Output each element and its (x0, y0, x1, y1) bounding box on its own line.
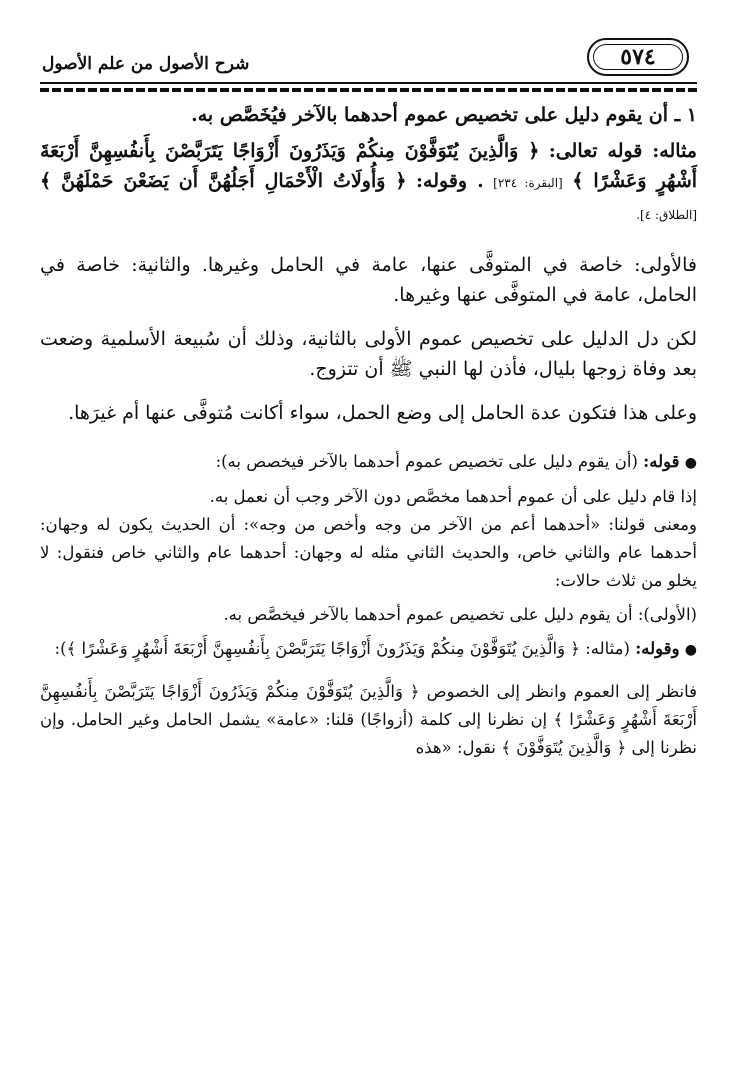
book-title: شرح الأصول من علم الأصول (42, 54, 250, 74)
paragraph-9: (الأولى): أن يقوم دليل على تخصيص عموم أحدهما بالآخر فيخصَّص به. (223, 605, 697, 624)
header-divider (40, 82, 697, 94)
paragraph-3: فالأولى: خاصة في المتوفَّى عنها، عامة في الحامل وغيرها. والثانية: خاصة في الحامل، عامة في المتوفَّى عنها وغيرها. (40, 254, 697, 306)
example-lead: مثاله: قوله تعالى: (548, 140, 697, 162)
paragraph-11: فانظر إلى العموم وانظر إلى الخصوص ﴿ وَالَّذِينَ يُتَوَفَّوْنَ مِنكُمْ وَيَذَرُونَ أَزْوَاجًا يَتَرَبَّصْنَ بِأَنفُسِهِنَّ أَرْبَعَةَ أَشْهُرٍ وَعَشْرًا ﴾ إن نظرنا إلى كلمة (أزواجًا) قلنا: «عامة» يشمل الحامل وغير الحامل. وإن نظرنا إلى ﴿ وَالَّذِينَ يُتَوَفَّوْنَ ﴾ نقول: «هذه (40, 682, 697, 757)
paragraph-4: لكن دل الدليل على تخصيص عموم الأولى بالثانية، وذلك أن سُبيعة الأسلمية وضعت بعد وفاة زوجها بليال، فأذن لها النبي ﷺ أن تتزوج. (40, 328, 697, 380)
bullet-icon: ● (684, 642, 697, 658)
verse-reference-1: [البقرة: ٢٣٤] (493, 176, 563, 190)
quran-verse-1: ﴿ وَالَّذِينَ يُتَوَفَّوْنَ مِنكُمْ وَيَذَرُونَ أَزْوَاجًا يَتَرَبَّصْنَ بِأَنفُسِهِنَّ أَرْبَعَةَ أَشْهُرٍ وَعَشْرًا ﴾ (40, 140, 698, 192)
paragraph-7: إذا قام دليل على أن عموم أحدهما مخصَّص دون الآخر وجب أن نعمل به. (209, 487, 697, 506)
commentary-label: قوله: (643, 452, 680, 471)
quran-verse-2: ﴿ وَأُولَاتُ الْأَحْمَالِ أَجَلُهُنَّ أَن يَضَعْنَ حَمْلَهُنَّ ﴾ (40, 170, 407, 192)
commentary-quote: (أن يقوم دليل على تخصيص عموم أحدهما بالآخر فيخصص به): (215, 452, 638, 471)
bullet-icon: ● (684, 455, 697, 471)
commentary-label: وقوله: (635, 639, 680, 658)
paragraph-2 (40, 136, 697, 230)
verse-reference-2: [الطلاق: ٤]. (636, 208, 697, 222)
page-content (40, 100, 697, 762)
paragraph-8: ومعنى قولنا: «أحدهما أعم من الآخر من وجه وأخص من وجه»: أن الحديث يكون له وجهان: أحدهما عام والثاني خاص، والحديث الثاني مثله له وجهان: أحدهما عام والثاني خاص فنقول: لا يخلو من ثلاث حالات: (40, 515, 697, 590)
connector-text: . وقوله: (416, 170, 484, 192)
page-number-badge (587, 38, 689, 76)
quran-verse-3: ﴿ وَالَّذِينَ يُتَوَفَّوْنَ مِنكُمْ وَيَذَرُونَ أَزْوَاجًا يَتَرَبَّصْنَ بِأَنفُسِهِنَّ أَرْبَعَةَ أَشْهُرٍ وَعَشْرًا ﴾ (66, 639, 580, 658)
paragraph-5: وعلى هذا فتكون عدة الحامل إلى وضع الحمل، سواء أكانت مُتوفَّى عنها أم غيرَها. (68, 402, 697, 424)
paragraph-10 (40, 635, 697, 664)
paragraph-1: ١ ـ أن يقوم دليل على تخصيص عموم أحدهما بالآخر فيُخَصَّص به. (191, 104, 697, 126)
closing-text: ): (54, 639, 67, 658)
page-number: ٥٧٤ (620, 44, 656, 70)
page-header (40, 36, 697, 82)
example-lead: (مثاله: (585, 639, 630, 658)
paragraph-6 (40, 448, 697, 477)
